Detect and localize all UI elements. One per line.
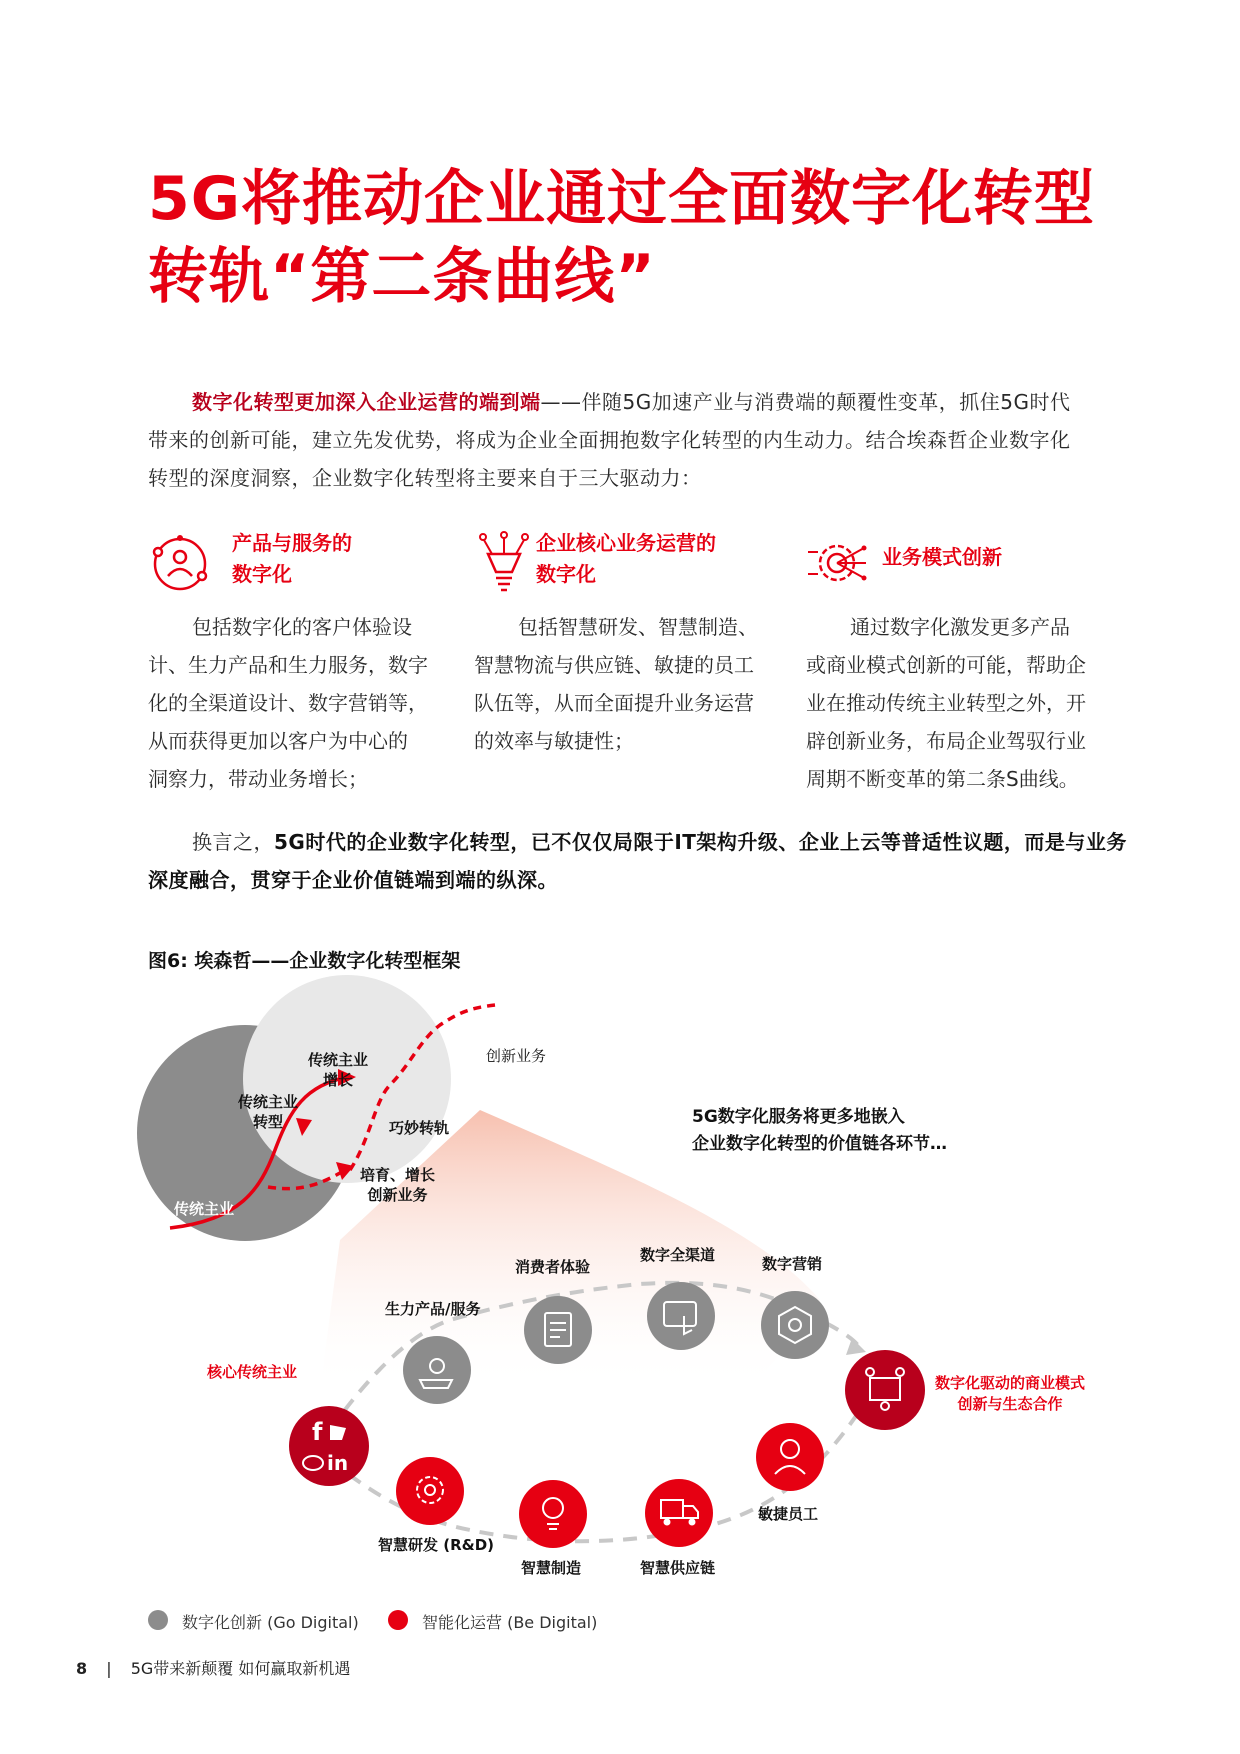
heading-line-1: 产品与服务的 bbox=[232, 531, 352, 555]
venn-label-nurture bbox=[360, 1165, 435, 1205]
label-consumer-experience: 消费者体验 bbox=[515, 1258, 591, 1276]
summary-bold-2: 深度融合，贯穿于企业价值链端到端的纵深。 bbox=[148, 868, 558, 892]
label-line: 数字化驱动的商业模式 bbox=[935, 1374, 1086, 1392]
venn-label-growth bbox=[308, 1050, 368, 1090]
text-line: 通过数字化激发更多产品 bbox=[850, 615, 1070, 639]
venn-label-pivot: 巧妙转轨 bbox=[389, 1119, 450, 1137]
node-smart-rnd bbox=[396, 1457, 464, 1525]
callout-line: 5G数字化服务将更多地嵌入 bbox=[692, 1107, 905, 1127]
heading-line-2: 数字化 bbox=[536, 562, 596, 586]
page-footer bbox=[76, 1656, 350, 1679]
linkedin-icon: in bbox=[327, 1451, 349, 1475]
text-line: 周期不断变革的第二条S曲线。 bbox=[806, 767, 1079, 791]
text-line: 计、生力产品和生力服务，数字 bbox=[148, 653, 428, 677]
heading-line-1: 业务模式创新 bbox=[882, 545, 1002, 569]
label-line: 传统主业 bbox=[238, 1093, 299, 1111]
label-line: 增长 bbox=[323, 1071, 354, 1089]
footer-separator: | bbox=[106, 1659, 112, 1678]
intro-lead: 数字化转型更加深入企业运营的端到端 bbox=[192, 390, 541, 414]
venn-label-core: 传统主业 bbox=[174, 1200, 235, 1218]
legend-go-digital: 数字化创新 (Go Digital) bbox=[182, 1613, 359, 1632]
venn-label-transform bbox=[238, 1092, 298, 1132]
label-omnichannel: 数字全渠道 bbox=[640, 1246, 716, 1264]
label-line: 传统主业 bbox=[308, 1051, 369, 1069]
label-smart-supply-chain: 智慧供应链 bbox=[640, 1559, 716, 1577]
node-smart-supply-chain bbox=[645, 1479, 713, 1547]
text-line: 智慧物流与供应链、敏捷的员工 bbox=[474, 653, 754, 677]
legend-dot-go bbox=[148, 1610, 168, 1630]
callout-text bbox=[692, 1104, 947, 1158]
title-line-1: 5G将推动企业通过全面数字化转型 bbox=[148, 164, 1095, 234]
heading-line-2: 数字化 bbox=[232, 562, 292, 586]
label-smart-manufacturing: 智慧制造 bbox=[521, 1559, 582, 1577]
page-number: 8 bbox=[76, 1659, 88, 1678]
text-line: 包括智慧研发、智慧制造、 bbox=[518, 615, 758, 639]
text-line: 业在推动传统主业转型之外，开 bbox=[806, 691, 1086, 715]
node-omnichannel bbox=[647, 1282, 715, 1350]
summary-bold-1: 5G时代的企业数字化转型，已不仅仅局限于IT架构升级、企业上云等普适性议题，而是与业务 bbox=[274, 830, 1127, 854]
footer-title: 5G带来新颠覆 如何赢取新机遇 bbox=[130, 1659, 351, 1678]
venn-label-innovation: 创新业务 bbox=[486, 1047, 547, 1065]
legend-dot-be bbox=[388, 1610, 408, 1630]
label-product-service: 生力产品/服务 bbox=[385, 1300, 481, 1318]
label-business-model bbox=[935, 1373, 1085, 1415]
label-agile-workforce: 敏捷员工 bbox=[758, 1505, 819, 1523]
label-digital-marketing: 数字营销 bbox=[762, 1255, 823, 1273]
text-line: 化的全渠道设计、数字营销等， bbox=[148, 691, 428, 715]
title-line-2: 转轨“第二条曲线” bbox=[148, 242, 656, 312]
label-line: 转型 bbox=[253, 1113, 284, 1131]
text-line: 辟创新业务，布局企业驾驭行业 bbox=[806, 729, 1086, 753]
label-line: 培育、增长 bbox=[360, 1166, 436, 1184]
text-line: 或商业模式创新的可能，帮助企 bbox=[806, 653, 1086, 677]
facebook-icon: f bbox=[312, 1418, 323, 1446]
label-line: 创新与生态合作 bbox=[957, 1395, 1063, 1413]
figure-title: 图6: 埃森哲——企业数字化转型框架 bbox=[148, 950, 461, 972]
text-line: 包括数字化的客户体验设 bbox=[192, 615, 412, 639]
label-smart-rnd: 智慧研发 (R&D) bbox=[378, 1536, 495, 1554]
label-line: 创新业务 bbox=[367, 1186, 428, 1204]
intro-text-3: 转型的深度洞察，企业数字化转型将主要来自于三大驱动力： bbox=[148, 466, 702, 490]
intro-text-1: ——伴随5G加速产业与消费端的颠覆性变革，抓住5G时代 bbox=[540, 390, 1071, 414]
business-model-node bbox=[845, 1350, 925, 1430]
node-product-service bbox=[403, 1336, 471, 1404]
text-line: 洞察力，带动业务增长； bbox=[148, 767, 368, 791]
text-line: 队伍等，从而全面提升业务运营 bbox=[474, 691, 754, 715]
node-digital-marketing bbox=[761, 1291, 829, 1359]
callout-line: 企业数字化转型的价值链各环节… bbox=[692, 1134, 947, 1154]
intro-text-2: 带来的创新可能，建立先发优势，将成为企业全面拥抱数字化转型的内生动力。结合埃森哲企业数字化 bbox=[148, 428, 1071, 452]
summary-prefix: 换言之， bbox=[192, 830, 274, 854]
label-core-business: 核心传统主业 bbox=[207, 1363, 298, 1381]
legend-be-digital: 智能化运营 (Be Digital) bbox=[422, 1613, 598, 1632]
node-smart-manufacturing bbox=[519, 1480, 587, 1548]
heading-line-1: 企业核心业务运营的 bbox=[536, 531, 716, 555]
text-line: 的效率与敏捷性； bbox=[474, 729, 634, 753]
text-line: 从而获得更加以客户为中心的 bbox=[148, 729, 408, 753]
